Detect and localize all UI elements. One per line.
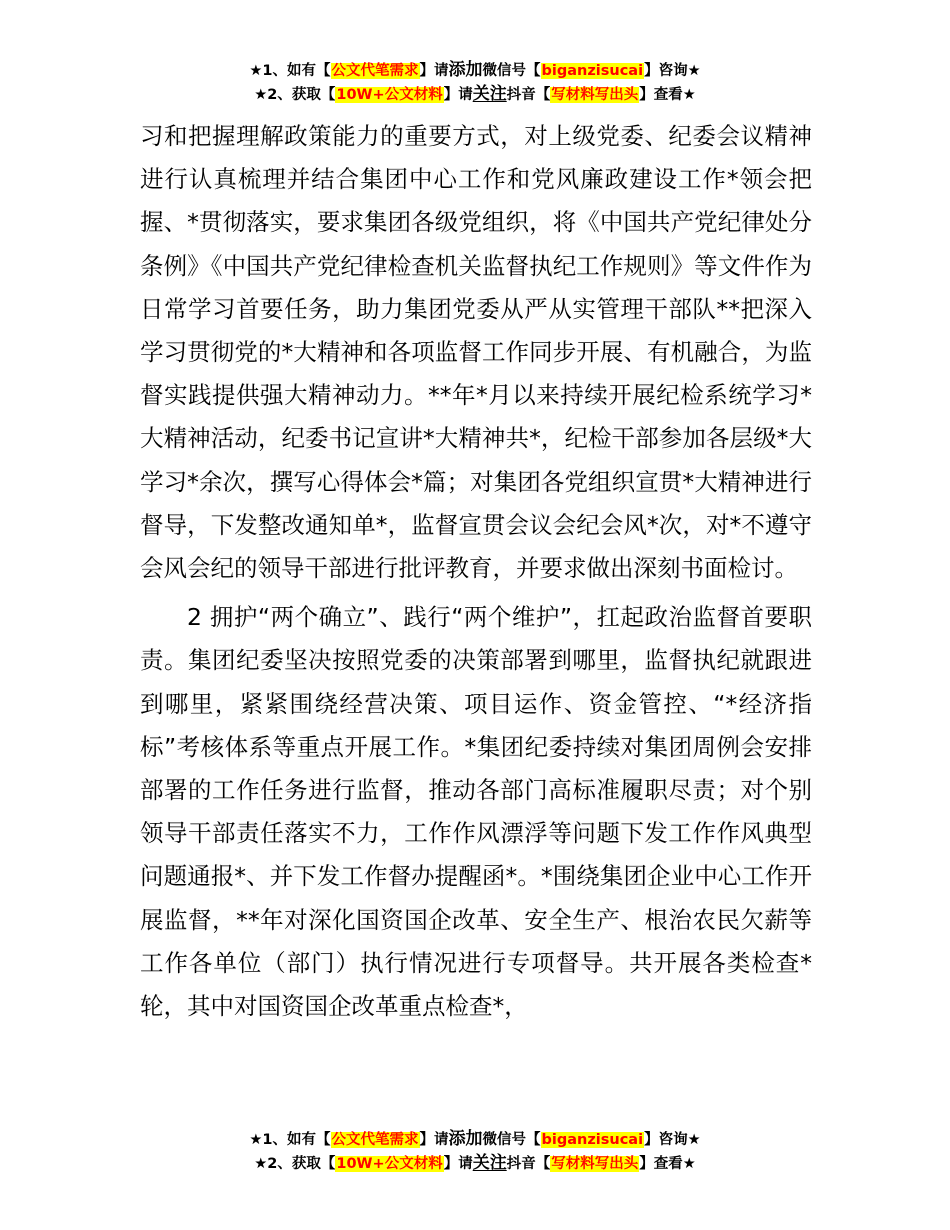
- document-body: [140, 115, 812, 1028]
- banner-text: 抖音【: [506, 1156, 551, 1172]
- star-icon: ★: [682, 87, 696, 103]
- highlight-materials: 10W+公文材料: [336, 1156, 443, 1172]
- banner-text: 】查看: [639, 1156, 683, 1172]
- header-ad-banner: [0, 58, 950, 106]
- banner-text: 】查看: [639, 87, 683, 103]
- banner-text-add: 添加: [448, 60, 483, 80]
- star-icon: ★: [249, 63, 263, 79]
- banner-text-add: 添加: [448, 1129, 483, 1149]
- footer-ad-banner: [0, 1127, 950, 1175]
- banner-line-2: [0, 82, 950, 106]
- star-icon: ★: [254, 1156, 268, 1172]
- highlight-wechat-id: biganzisucai: [541, 63, 644, 79]
- star-icon: ★: [249, 1132, 263, 1148]
- banner-text: 】请: [419, 1132, 449, 1148]
- highlight-service: 公文代笔需求: [331, 1132, 419, 1148]
- banner-line-2: [0, 1151, 950, 1175]
- banner-text: 】请: [419, 63, 449, 79]
- banner-text: 2、获取【: [267, 1156, 336, 1172]
- highlight-wechat-id: biganzisucai: [541, 1132, 644, 1148]
- banner-text: 1、如有【: [262, 63, 331, 79]
- banner-line-1: [0, 1127, 950, 1151]
- banner-text: 】请: [443, 87, 473, 103]
- paragraph-continued: 习和把握理解政策能力的重要方式，对上级党委、纪委会议精神进行认真梳理并结合集团中心工作和党风廉政建设工作*领会把握、*贯彻落实，要求集团各级党组织，将《中国共产党纪律处分条例》《中国共产党纪律检查机关监督执纪工作规则》等文件作为日常学习首要任务，助力集团党委从严从实管理干部队**把深入学习贯彻党的*大精神和各项监督工作同步开展、有机融合，为监督实践提供强大精神动力。**年*月以来持续开展纪检系统学习*大精神活动，纪委书记宣讲*大精神共*，纪检干部参加各层级*大学习*余次，撰写心得体会*篇；对集团各党组织宣贯*大精神进行督导，下发整改通知单*，监督宣贯会议会纪会风*次，对*不遵守会风会纪的领导干部进行批评教育，并要求做出深刻书面检讨。: [140, 122, 812, 583]
- highlight-service: 公文代笔需求: [331, 63, 419, 79]
- banner-text: 微信号【: [482, 1132, 541, 1148]
- star-icon: ★: [687, 63, 701, 79]
- star-icon: ★: [687, 1132, 701, 1148]
- banner-text: 微信号【: [482, 63, 541, 79]
- banner-text: 2、获取【: [267, 87, 336, 103]
- paragraph-section-2: 2 拥护“两个确立”、践行“两个维护”，扛起政治监督首要职责。集团纪委坚决按照党委的决策部署到哪里，监督执纪就跟进到哪里，紧紧围绕经营决策、项目运作、资金管控、“*经济指标”考核体系等重点开展工作。*集团纪委持续对集团周例会安排部署的工作任务进行监督，推动各部门高标准履职尽责；对个别领导干部责任落实不力，工作作风漂浮等问题下发工作作风典型问题通报*、并下发工作督办提醒函*。*围绕集团企业中心工作开展监督，**年对深化国资国企改革、安全生产、根治农民欠薪等工作各单位（部门）执行情况进行专项督导。共开展各类检查*轮，其中对国资国企改革重点检查*，: [140, 603, 812, 1021]
- star-icon: ★: [254, 87, 268, 103]
- banner-text: 】咨询: [644, 1132, 688, 1148]
- highlight-douyin-id: 写材料写出头: [551, 1156, 639, 1172]
- star-icon: ★: [682, 1156, 696, 1172]
- banner-text-follow: 关注: [472, 84, 507, 104]
- banner-text: 1、如有【: [262, 1132, 331, 1148]
- highlight-douyin-id: 写材料写出头: [551, 87, 639, 103]
- banner-line-1: [0, 58, 950, 82]
- banner-text: 】咨询: [644, 63, 688, 79]
- highlight-materials: 10W+公文材料: [336, 87, 443, 103]
- banner-text-follow: 关注: [472, 1153, 507, 1173]
- banner-text: 抖音【: [506, 87, 551, 103]
- banner-text: 】请: [443, 1156, 473, 1172]
